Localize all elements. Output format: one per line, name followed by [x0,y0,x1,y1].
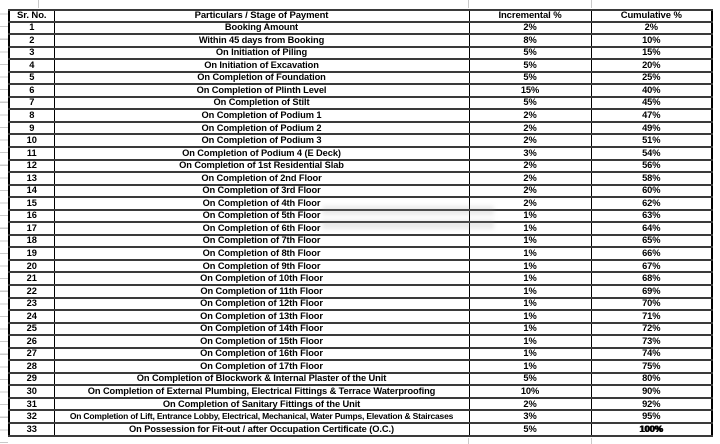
table-row [9,160,712,173]
cell-particulars: On Completion of 11th Floor [54,285,469,298]
cell-incremental: 1% [469,348,591,361]
cell-sr-no: 11 [9,147,54,160]
cell-particulars: On Completion of Sanitary Fittings of the Unit [54,398,469,411]
cell-incremental: 5% [469,72,591,85]
cell-particulars: On Completion of 10th Floor [54,272,469,285]
cell-sr-no: 32 [9,410,54,423]
header-incremental: Incremental % [469,10,591,22]
table-row [9,147,712,160]
cell-particulars: On Completion of 4th Floor [54,197,469,210]
cell-sr-no: 13 [9,172,54,185]
cell-particulars: On Completion of Blockwork & Internal Plaster of the Unit [54,373,469,386]
table-row [9,22,712,35]
table-row [9,272,712,285]
cell-cumulative: 54% [591,147,712,160]
cell-sr-no: 10 [9,134,54,147]
cell-particulars: On Initiation of Piling [54,47,469,60]
cell-sr-no: 33 [9,423,54,436]
cell-cumulative: 73% [591,335,712,348]
table-row [9,235,712,248]
cell-particulars: On Completion of 1st Residential Slab [54,160,469,173]
cell-cumulative: 62% [591,197,712,210]
cell-incremental: 2% [469,185,591,198]
cell-particulars: On Possession for Fit-out / after Occupation Certificate (O.C.) [54,423,469,436]
cell-cumulative: 60% [591,185,712,198]
cell-sr-no: 7 [9,97,54,110]
cell-particulars: On Completion of Stilt [54,97,469,110]
sheet-gridline-tick [468,438,469,444]
table-row [9,210,712,223]
table-row [9,260,712,273]
table-row [9,172,712,185]
table-header [9,10,712,22]
sheet-gridline-tick [591,438,592,444]
cell-incremental: 5% [469,373,591,386]
cell-sr-no: 22 [9,285,54,298]
cell-sr-no: 20 [9,260,54,273]
table-row [9,185,712,198]
table-row [9,323,712,336]
table-row [9,285,712,298]
cell-cumulative: 95% [591,410,712,423]
table-row [9,410,712,423]
cell-particulars: On Completion of 16th Floor [54,348,469,361]
cell-sr-no: 26 [9,335,54,348]
table-row [9,59,712,72]
cell-particulars: On Completion of Foundation [54,72,469,85]
cell-particulars: Within 45 days from Booking [54,34,469,47]
cell-incremental: 5% [469,59,591,72]
cell-sr-no: 14 [9,185,54,198]
cell-cumulative: 72% [591,323,712,336]
cell-sr-no: 24 [9,310,54,323]
cell-incremental: 1% [469,298,591,311]
table-row [9,122,712,135]
cell-particulars: On Completion of 3rd Floor [54,185,469,198]
cell-incremental: 10% [469,385,591,398]
cell-cumulative: 69% [591,285,712,298]
table-body [9,22,712,437]
cell-particulars: On Completion of Podium 1 [54,109,469,122]
cell-particulars: On Completion of 2nd Floor [54,172,469,185]
cell-incremental: 15% [469,84,591,97]
cell-incremental: 2% [469,160,591,173]
cell-particulars: On Completion of 6th Floor [54,222,469,235]
cell-particulars: On Completion of 15th Floor [54,335,469,348]
table-row [9,335,712,348]
cell-sr-no: 9 [9,122,54,135]
cell-cumulative: 90% [591,385,712,398]
table-row [9,423,712,436]
cell-sr-no: 27 [9,348,54,361]
cell-particulars: On Completion of 12th Floor [54,298,469,311]
cell-sr-no: 8 [9,109,54,122]
cell-incremental: 3% [469,147,591,160]
cell-incremental: 1% [469,360,591,373]
payment-schedule-table [8,9,713,437]
cell-incremental: 2% [469,197,591,210]
cell-particulars: On Completion of 7th Floor [54,235,469,248]
cell-cumulative: 75% [591,360,712,373]
cell-incremental: 5% [469,97,591,110]
cell-particulars: On Initiation of Excavation [54,59,469,72]
table-row [9,298,712,311]
cell-sr-no: 12 [9,160,54,173]
cell-sr-no: 6 [9,84,54,97]
cell-particulars: On Completion of 13th Floor [54,310,469,323]
table-row [9,310,712,323]
cell-particulars: On Completion of Podium 3 [54,134,469,147]
cell-cumulative: 80% [591,373,712,386]
header-sr-no: Sr. No. [9,10,54,22]
table-row [9,222,712,235]
cell-sr-no: 28 [9,360,54,373]
cell-incremental: 2% [469,122,591,135]
cell-incremental: 1% [469,260,591,273]
table-row [9,47,712,60]
cell-sr-no: 15 [9,197,54,210]
cell-cumulative: 68% [591,272,712,285]
cell-incremental: 1% [469,335,591,348]
table-row [9,109,712,122]
sheet-gridline-tick [591,0,592,8]
cell-particulars: On Completion of Podium 2 [54,122,469,135]
cell-incremental: 8% [469,34,591,47]
cell-cumulative: 66% [591,247,712,260]
table-row [9,97,712,110]
table-row [9,197,712,210]
cell-incremental: 2% [469,134,591,147]
cell-cumulative: 63% [591,210,712,223]
cell-particulars: Booking Amount [54,22,469,35]
cell-cumulative: 74% [591,348,712,361]
cell-particulars: On Completion of 8th Floor [54,247,469,260]
cell-sr-no: 1 [9,22,54,35]
cell-cumulative: 70% [591,298,712,311]
cell-cumulative: 92% [591,398,712,411]
cell-sr-no: 23 [9,298,54,311]
table-row [9,72,712,85]
cell-cumulative: 64% [591,222,712,235]
cell-incremental: 1% [469,222,591,235]
table-row [9,134,712,147]
cell-sr-no: 2 [9,34,54,47]
header-row [9,10,712,22]
cell-cumulative: 65% [591,235,712,248]
cell-cumulative: 45% [591,97,712,110]
cell-incremental: 2% [469,22,591,35]
cell-cumulative: 67% [591,260,712,273]
cell-sr-no: 17 [9,222,54,235]
cell-incremental: 1% [469,247,591,260]
cell-particulars: On Completion of 9th Floor [54,260,469,273]
table-row [9,398,712,411]
cell-cumulative: 2% [591,22,712,35]
cell-sr-no: 21 [9,272,54,285]
cell-incremental: 5% [469,423,591,436]
cell-cumulative: 40% [591,84,712,97]
cell-cumulative: 51% [591,134,712,147]
cell-sr-no: 31 [9,398,54,411]
cell-incremental: 2% [469,398,591,411]
cell-cumulative: 15% [591,47,712,60]
cell-particulars: On Completion of Plinth Level [54,84,469,97]
table-row [9,373,712,386]
cell-sr-no: 18 [9,235,54,248]
cell-cumulative: 100% [591,423,712,436]
cell-particulars: On Completion of Lift, Entrance Lobby, Electrical, Mechanical, Water Pumps, Elevation & Staircases [54,410,469,423]
cell-incremental: 1% [469,272,591,285]
cell-sr-no: 3 [9,47,54,60]
table-row [9,84,712,97]
cell-cumulative: 10% [591,34,712,47]
sheet-gridline-tick [38,0,39,8]
cell-cumulative: 71% [591,310,712,323]
table-row [9,348,712,361]
cell-incremental: 1% [469,235,591,248]
cell-particulars: On Completion of 14th Floor [54,323,469,336]
cell-cumulative: 25% [591,72,712,85]
table-row [9,360,712,373]
cell-incremental: 1% [469,310,591,323]
table-row [9,34,712,47]
cell-sr-no: 16 [9,210,54,223]
cell-incremental: 2% [469,109,591,122]
cell-incremental: 2% [469,172,591,185]
cell-cumulative: 49% [591,122,712,135]
cell-incremental: 3% [469,410,591,423]
header-cumulative: Cumulative % [591,10,712,22]
table-row [9,247,712,260]
cell-cumulative: 20% [591,59,712,72]
cell-cumulative: 56% [591,160,712,173]
cell-cumulative: 58% [591,172,712,185]
cell-sr-no: 4 [9,59,54,72]
table-row [9,385,712,398]
cell-particulars: On Completion of External Plumbing, Electrical Fittings & Terrace Waterproofing [54,385,469,398]
cell-particulars: On Completion of Podium 4 (E Deck) [54,147,469,160]
cell-incremental: 5% [469,47,591,60]
cell-sr-no: 5 [9,72,54,85]
cell-particulars: On Completion of 5th Floor [54,210,469,223]
cell-incremental: 1% [469,285,591,298]
cell-sr-no: 25 [9,323,54,336]
cell-particulars: On Completion of 17th Floor [54,360,469,373]
cell-sr-no: 29 [9,373,54,386]
cell-incremental: 1% [469,323,591,336]
cell-sr-no: 30 [9,385,54,398]
header-particulars: Particulars / Stage of Payment [54,10,469,22]
cell-cumulative: 47% [591,109,712,122]
sheet-gridline-tick [468,0,469,8]
cell-sr-no: 19 [9,247,54,260]
sheet-gridlines-left-margin [0,2,8,444]
cell-incremental: 1% [469,210,591,223]
